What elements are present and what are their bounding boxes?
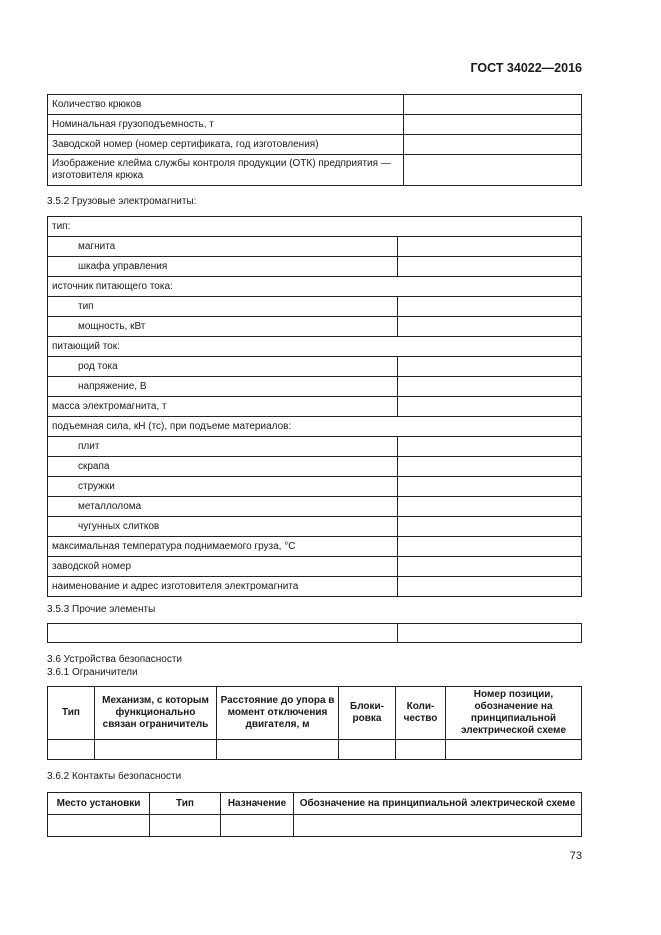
cell-value (398, 377, 582, 397)
cell-value (398, 257, 582, 277)
table-row (48, 377, 582, 397)
cell-value (398, 477, 582, 497)
table-row (48, 337, 582, 357)
col-type: Тип (150, 793, 221, 815)
cell-label: тип: (48, 217, 582, 237)
col-distance: Расстояние до упора в момент отключения двигателя, м (217, 687, 339, 740)
table-row (48, 357, 582, 377)
cell-value (404, 115, 582, 135)
col-blocking: Блоки-ровка (339, 687, 396, 740)
table-row (48, 277, 582, 297)
table-row (48, 297, 582, 317)
cell-empty (217, 740, 339, 760)
section-3-6: 3.6 Устройства безопасности (47, 654, 182, 665)
safety-contacts-table (47, 792, 582, 837)
section-3-6-2: 3.6.2 Контакты безопасности (47, 771, 182, 782)
standard-header: ГОСТ 34022—2016 (470, 61, 582, 75)
table-row (48, 517, 582, 537)
table-row (48, 457, 582, 477)
cell-empty (339, 740, 396, 760)
cell-empty (48, 740, 95, 760)
cell-value (398, 577, 582, 597)
cell-label: стружки (48, 477, 398, 497)
cell-value (398, 437, 582, 457)
cell-label: Изображение клейма службы контроля продукции (ОТК) предприятия — изготовителя крюка (48, 155, 404, 186)
col-location: Место установки (48, 793, 150, 815)
cell-empty (221, 815, 294, 837)
col-designation: Обозначение на принципиальной электрической схеме (294, 793, 582, 815)
cell-value (398, 517, 582, 537)
cell-label: магнита (48, 237, 398, 257)
cell-empty (396, 740, 446, 760)
section-3-5-2: 3.5.2 Грузовые электромагниты: (47, 196, 197, 207)
cell-label: плит (48, 437, 398, 457)
table-row (48, 577, 582, 597)
cell-value (404, 155, 582, 186)
cell-label: наименование и адрес изготовителя электромагнита (48, 577, 398, 597)
cell-empty (150, 815, 221, 837)
section-3-5-3: 3.5.3 Прочие элементы (47, 604, 156, 615)
cell-label: подъемная сила, кН (тс), при подъеме материалов: (48, 417, 582, 437)
cell-value (398, 357, 582, 377)
cell-empty (294, 815, 582, 837)
table-row (48, 317, 582, 337)
cell-label: питающий ток: (48, 337, 582, 357)
cell-label: скрапа (48, 457, 398, 477)
table-row (48, 497, 582, 517)
cell-value (398, 317, 582, 337)
cell-value (398, 497, 582, 517)
cell-label: масса электромагнита, т (48, 397, 398, 417)
cell-value (398, 297, 582, 317)
table-row (48, 417, 582, 437)
col-position: Номер позиции, обозначение на принципиальной электрической схеме (446, 687, 582, 740)
hook-table (47, 94, 582, 186)
cell-label: Количество крюков (48, 95, 404, 115)
cell-label: Номинальная грузоподъемность, т (48, 115, 404, 135)
electromagnet-table (47, 216, 582, 597)
other-elements-table (47, 623, 582, 643)
cell-value (398, 397, 582, 417)
col-purpose: Назначение (221, 793, 294, 815)
limiters-table (47, 686, 582, 760)
cell-value (398, 457, 582, 477)
cell-label: заводской номер (48, 557, 398, 577)
col-mechanism: Механизм, с которым функционально связан ограничитель (95, 687, 217, 740)
cell-label: напряжение, В (48, 377, 398, 397)
cell-label: тип (48, 297, 398, 317)
col-quantity: Коли-чество (396, 687, 446, 740)
table-row (48, 217, 582, 237)
cell-label: Заводской номер (номер сертификата, год изготовления) (48, 135, 404, 155)
table-row (48, 237, 582, 257)
cell-label: максимальная температура поднимаемого груза, °С (48, 537, 398, 557)
cell-label: металлолома (48, 497, 398, 517)
cell-value (398, 537, 582, 557)
table-row (48, 557, 582, 577)
cell-empty (446, 740, 582, 760)
cell-label: мощность, кВт (48, 317, 398, 337)
cell-value (404, 135, 582, 155)
cell-label: род тока (48, 357, 398, 377)
cell-label: чугунных слитков (48, 517, 398, 537)
table-row (48, 477, 582, 497)
cell-empty (398, 624, 582, 643)
page-number: 73 (569, 850, 582, 862)
cell-empty (48, 815, 150, 837)
cell-value (398, 557, 582, 577)
table-row (48, 397, 582, 417)
cell-empty (95, 740, 217, 760)
section-3-6-1: 3.6.1 Ограничители (47, 667, 138, 678)
col-type: Тип (48, 687, 95, 740)
cell-value (404, 95, 582, 115)
cell-empty (48, 624, 398, 643)
table-row (48, 537, 582, 557)
cell-value (398, 237, 582, 257)
cell-label: источник питающего тока: (48, 277, 582, 297)
cell-label: шкафа управления (48, 257, 398, 277)
table-row (48, 437, 582, 457)
table-row (48, 257, 582, 277)
